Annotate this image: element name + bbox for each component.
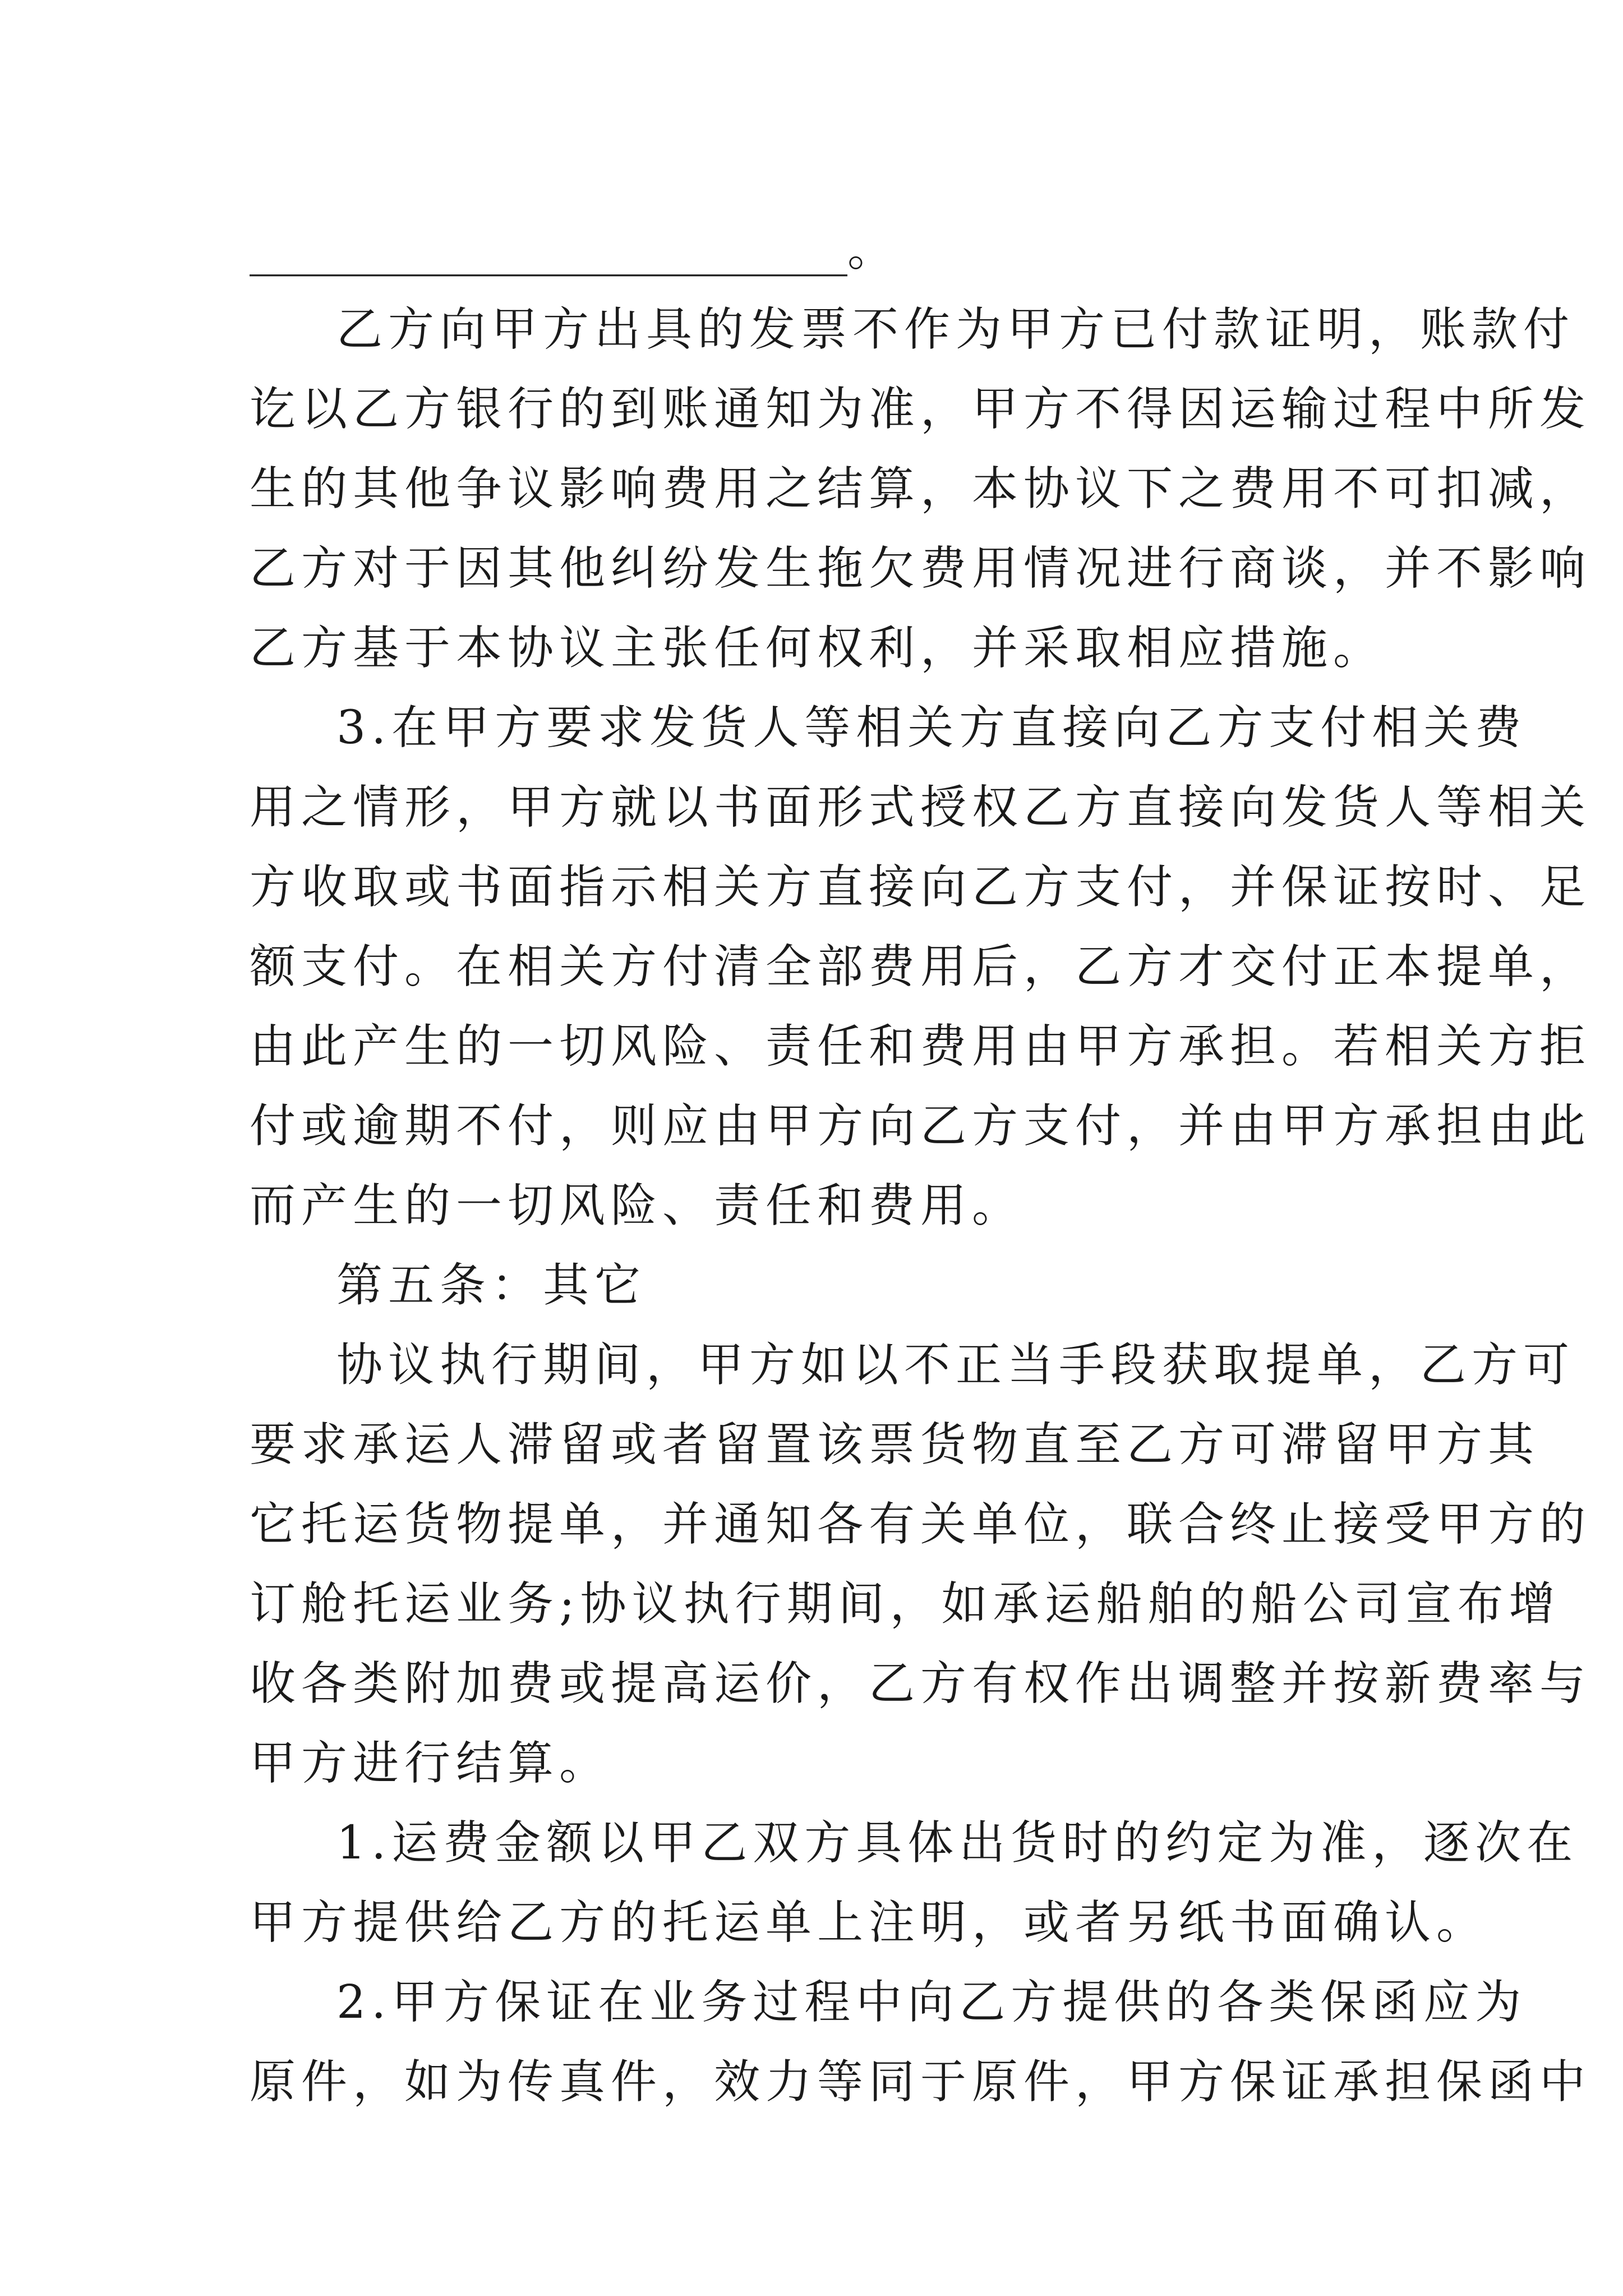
text-line: 甲方提供给乙方的托运单上注明，或者另纸书面确认。 — [250, 1896, 1488, 1949]
text-line: 收各类附加费或提高运价，乙方有权作出调整并按新费率与 — [250, 1657, 1592, 1710]
paragraph-clause-3 — [250, 688, 1592, 1246]
paragraph-clause-2 — [250, 1963, 1592, 2122]
text-line: 要求承运人滞留或者留置该票货物直至乙方可滞留甲方其 — [250, 1418, 1540, 1471]
text-line: 3.在甲方要求发货人等相关方直接向乙方支付相关费 — [336, 701, 1527, 754]
text-line: 而产生的一切风险、责任和费用。 — [250, 1179, 1024, 1232]
text-line: 乙方向甲方出具的发票不作为甲方已付款证明，账款付 — [336, 303, 1575, 356]
fill-in-blank-line: __________________________。 — [250, 223, 893, 277]
text-line: 付或逾期不付，则应由甲方向乙方支付，并由甲方承担由此 — [250, 1099, 1592, 1153]
section-heading-article-5: 第五条：其它 — [336, 1259, 647, 1312]
text-line: 方收取或书面指示相关方直接向乙方支付，并保证按时、足 — [250, 861, 1592, 914]
text-line: 讫以乙方银行的到账通知为准，甲方不得因运输过程中所发 — [250, 383, 1592, 436]
text-line: 生的其他争议影响费用之结算，本协议下之费用不可扣减， — [250, 462, 1592, 516]
text-line: 用之情形，甲方就以书面形式授权乙方直接向发货人等相关 — [250, 781, 1592, 834]
text-line: 协议执行期间，甲方如以不正当手段获取提单，乙方可 — [336, 1338, 1575, 1392]
text-line: 订舱托运业务;协议执行期间，如承运船舶的船公司宣布增 — [250, 1577, 1561, 1631]
text-line: 甲方进行结算。 — [250, 1737, 611, 1790]
paragraph-clause-1 — [250, 1803, 1579, 1963]
document-body — [250, 210, 1592, 2122]
text-line: 它托运货物提单，并通知各有关单位，联合终止接受甲方的 — [250, 1498, 1592, 1551]
text-line: 乙方对于因其他纠纷发生拖欠费用情况进行商谈，并不影响 — [250, 542, 1592, 595]
paragraph-invoice-terms — [250, 290, 1592, 688]
text-line: 原件，如为传真件，效力等同于原件，甲方保证承担保函中 — [250, 2055, 1592, 2109]
text-line: 由此产生的一切风险、责任和费用由甲方承担。若相关方拒 — [250, 1020, 1592, 1073]
text-line: 1.运费金额以甲乙双方具体出货时的约定为准，逐次在 — [336, 1816, 1579, 1870]
text-line: 乙方基于本协议主张任何权利，并采取相应措施。 — [250, 622, 1385, 675]
paragraph-agreement-period — [250, 1326, 1592, 1803]
text-line: 额支付。在相关方付清全部费用后，乙方才交付正本提单， — [250, 940, 1592, 993]
text-line: 2.甲方保证在业务过程中向乙方提供的各类保函应为 — [336, 1976, 1527, 2029]
